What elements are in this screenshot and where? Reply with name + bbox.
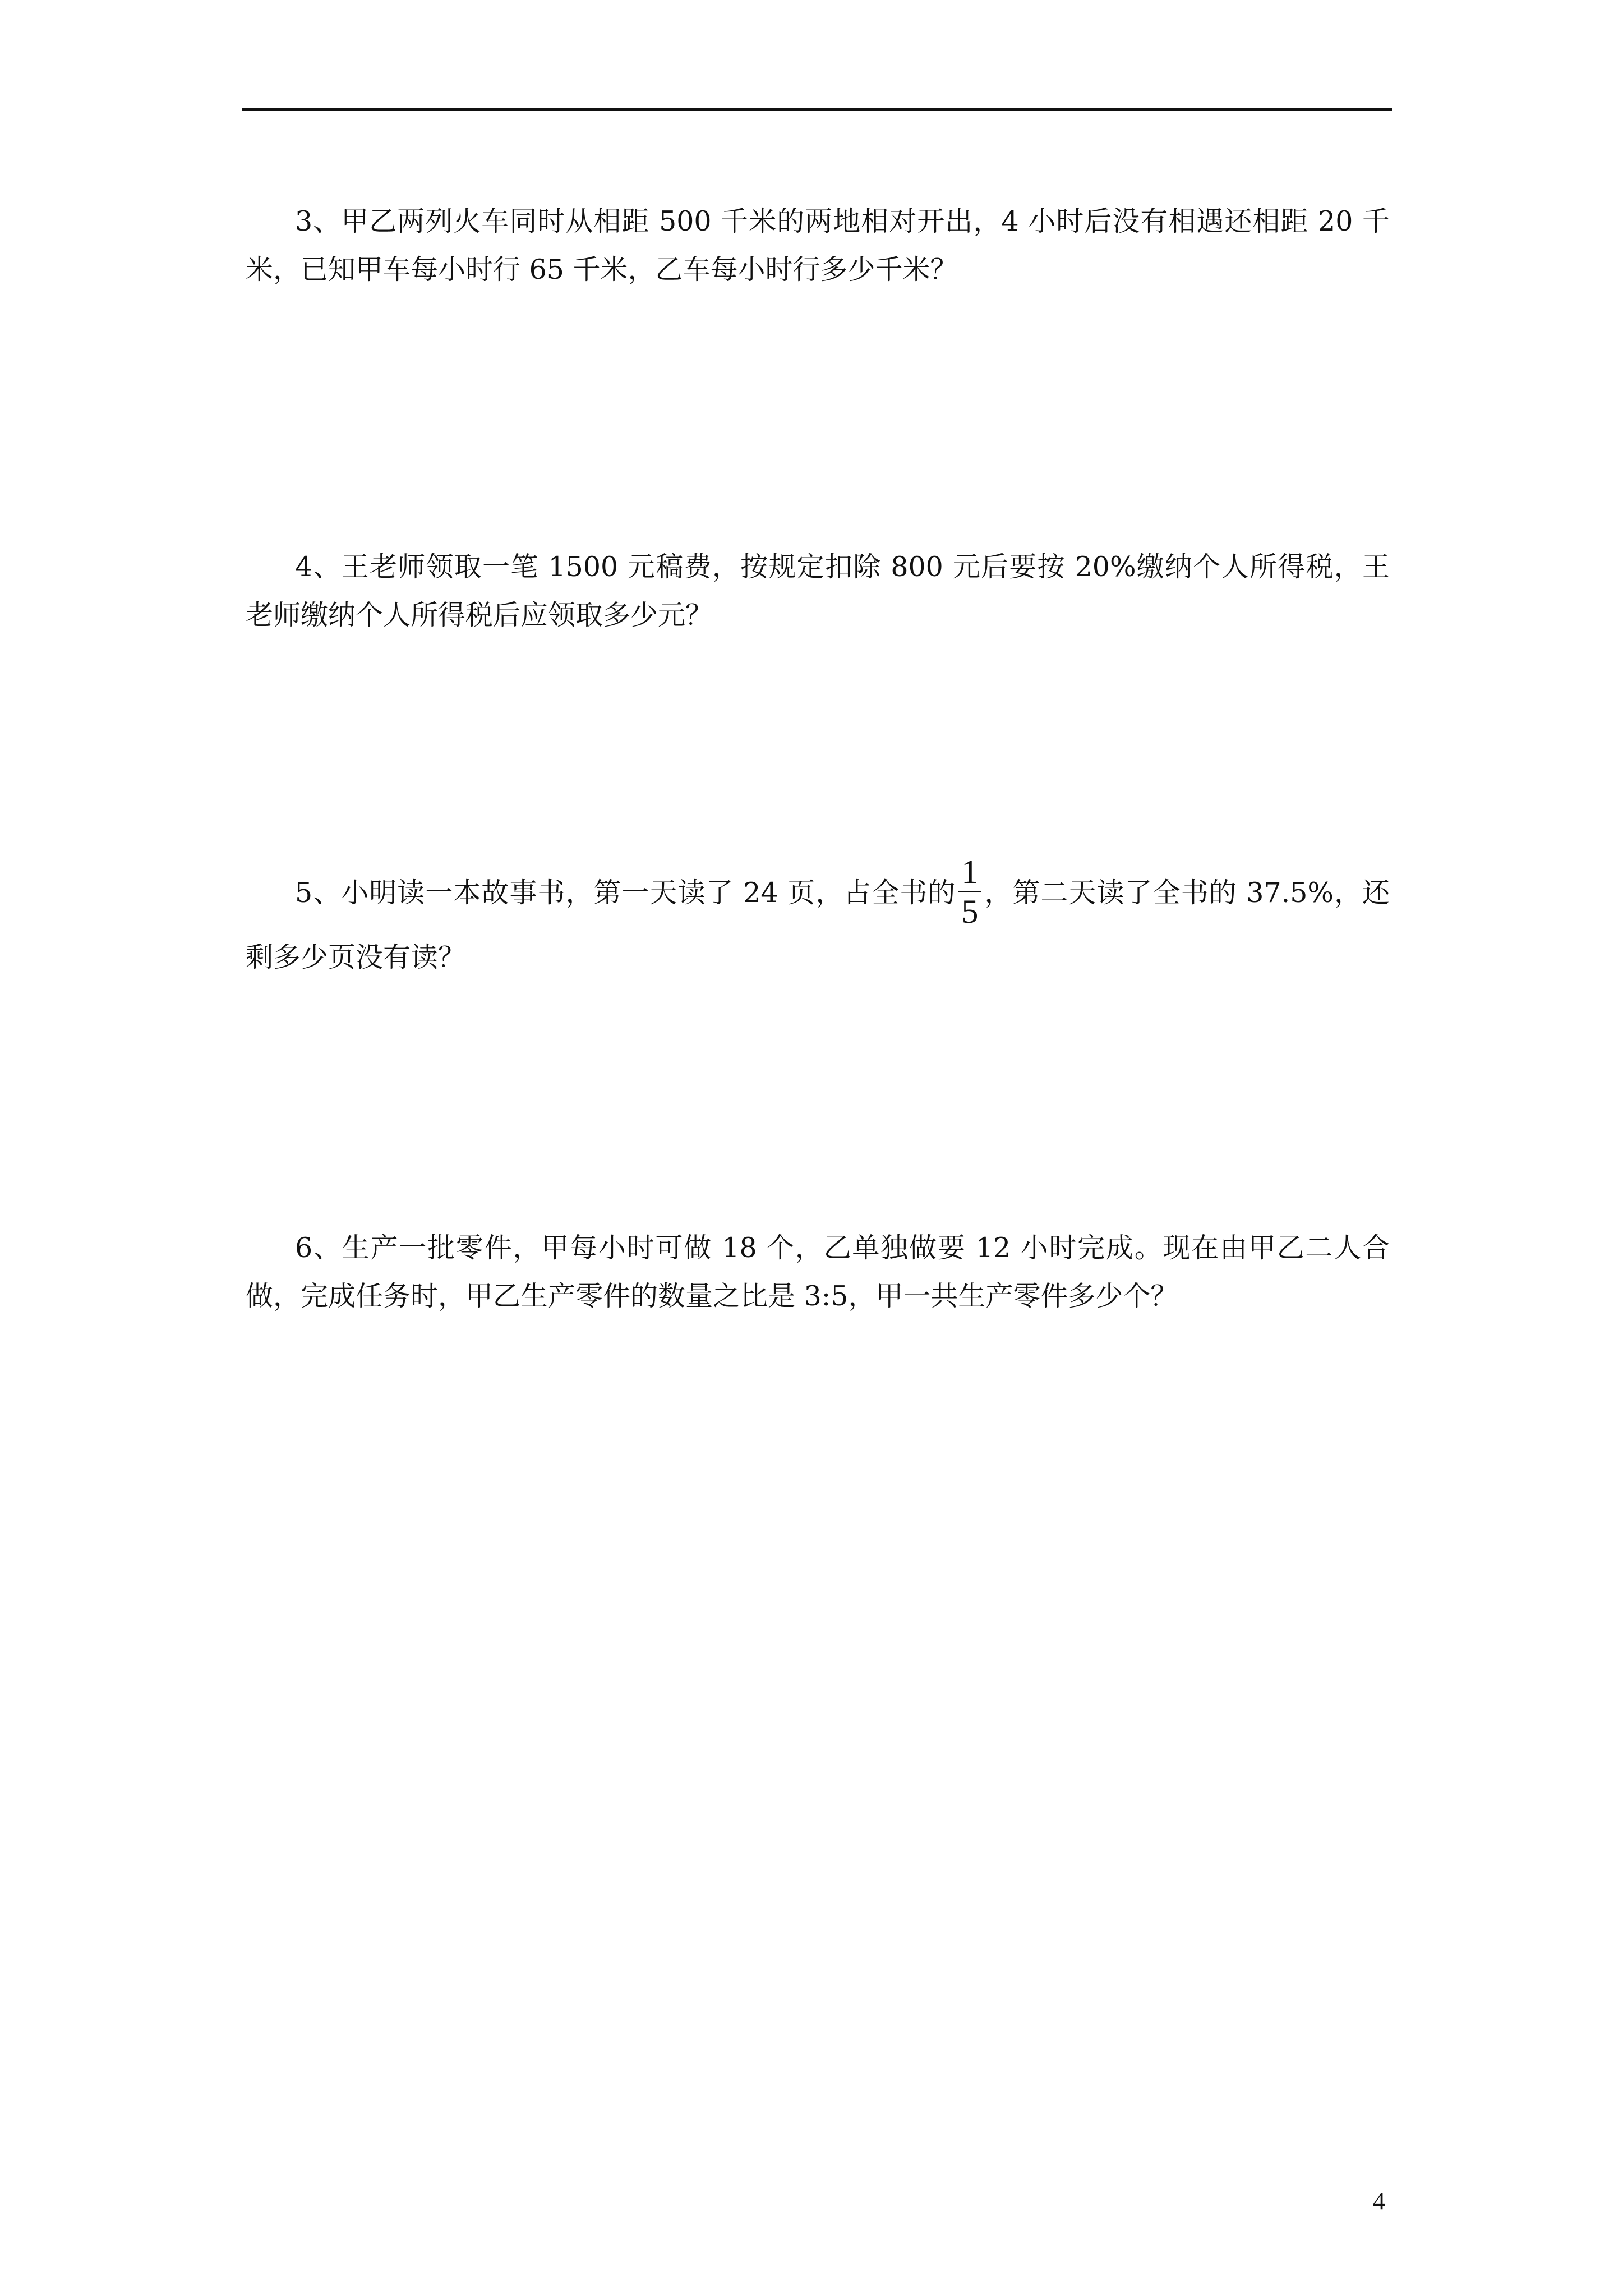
problem-6-text: 6、生产一批零件，甲每小时可做 18 个，乙单独做要 12 小时完成。现在由甲乙二人合做，完成任务时，甲乙生产零件的数量之比是 3:5，甲一共生产零件多少个？ xyxy=(246,1232,1390,1312)
problem-6 xyxy=(246,1224,1390,1320)
fraction-one-fifth xyxy=(958,855,981,928)
fraction-denominator: 5 xyxy=(961,893,979,930)
fraction-bar xyxy=(958,891,981,892)
problem-4-text: 4、王老师领取一笔 1500 元稿费，按规定扣除 800 元后要按 20%缴纳个人所得税，王老师缴纳个人所得税后应领取多少元？ xyxy=(246,551,1390,631)
problem-3-text: 3、甲乙两列火车同时从相距 500 千米的两地相对开出，4 小时后没有相遇还相距 20 千米，已知甲车每小时行 65 千米，乙车每小时行多少千米？ xyxy=(246,205,1390,286)
problem-5-text-before: 5、小明读一本故事书，第一天读了 24 页，占全书的 xyxy=(295,877,956,909)
problem-5-text-after: ，第二天读了全书的 37.5%，还剩多少页没有读？ xyxy=(246,877,1390,973)
header-rule xyxy=(242,108,1392,111)
fraction-numerator: 1 xyxy=(961,853,979,890)
problem-3 xyxy=(246,197,1390,294)
page-number: 4 xyxy=(1373,2187,1385,2215)
problem-5 xyxy=(246,853,1390,983)
problem-4 xyxy=(246,543,1390,639)
